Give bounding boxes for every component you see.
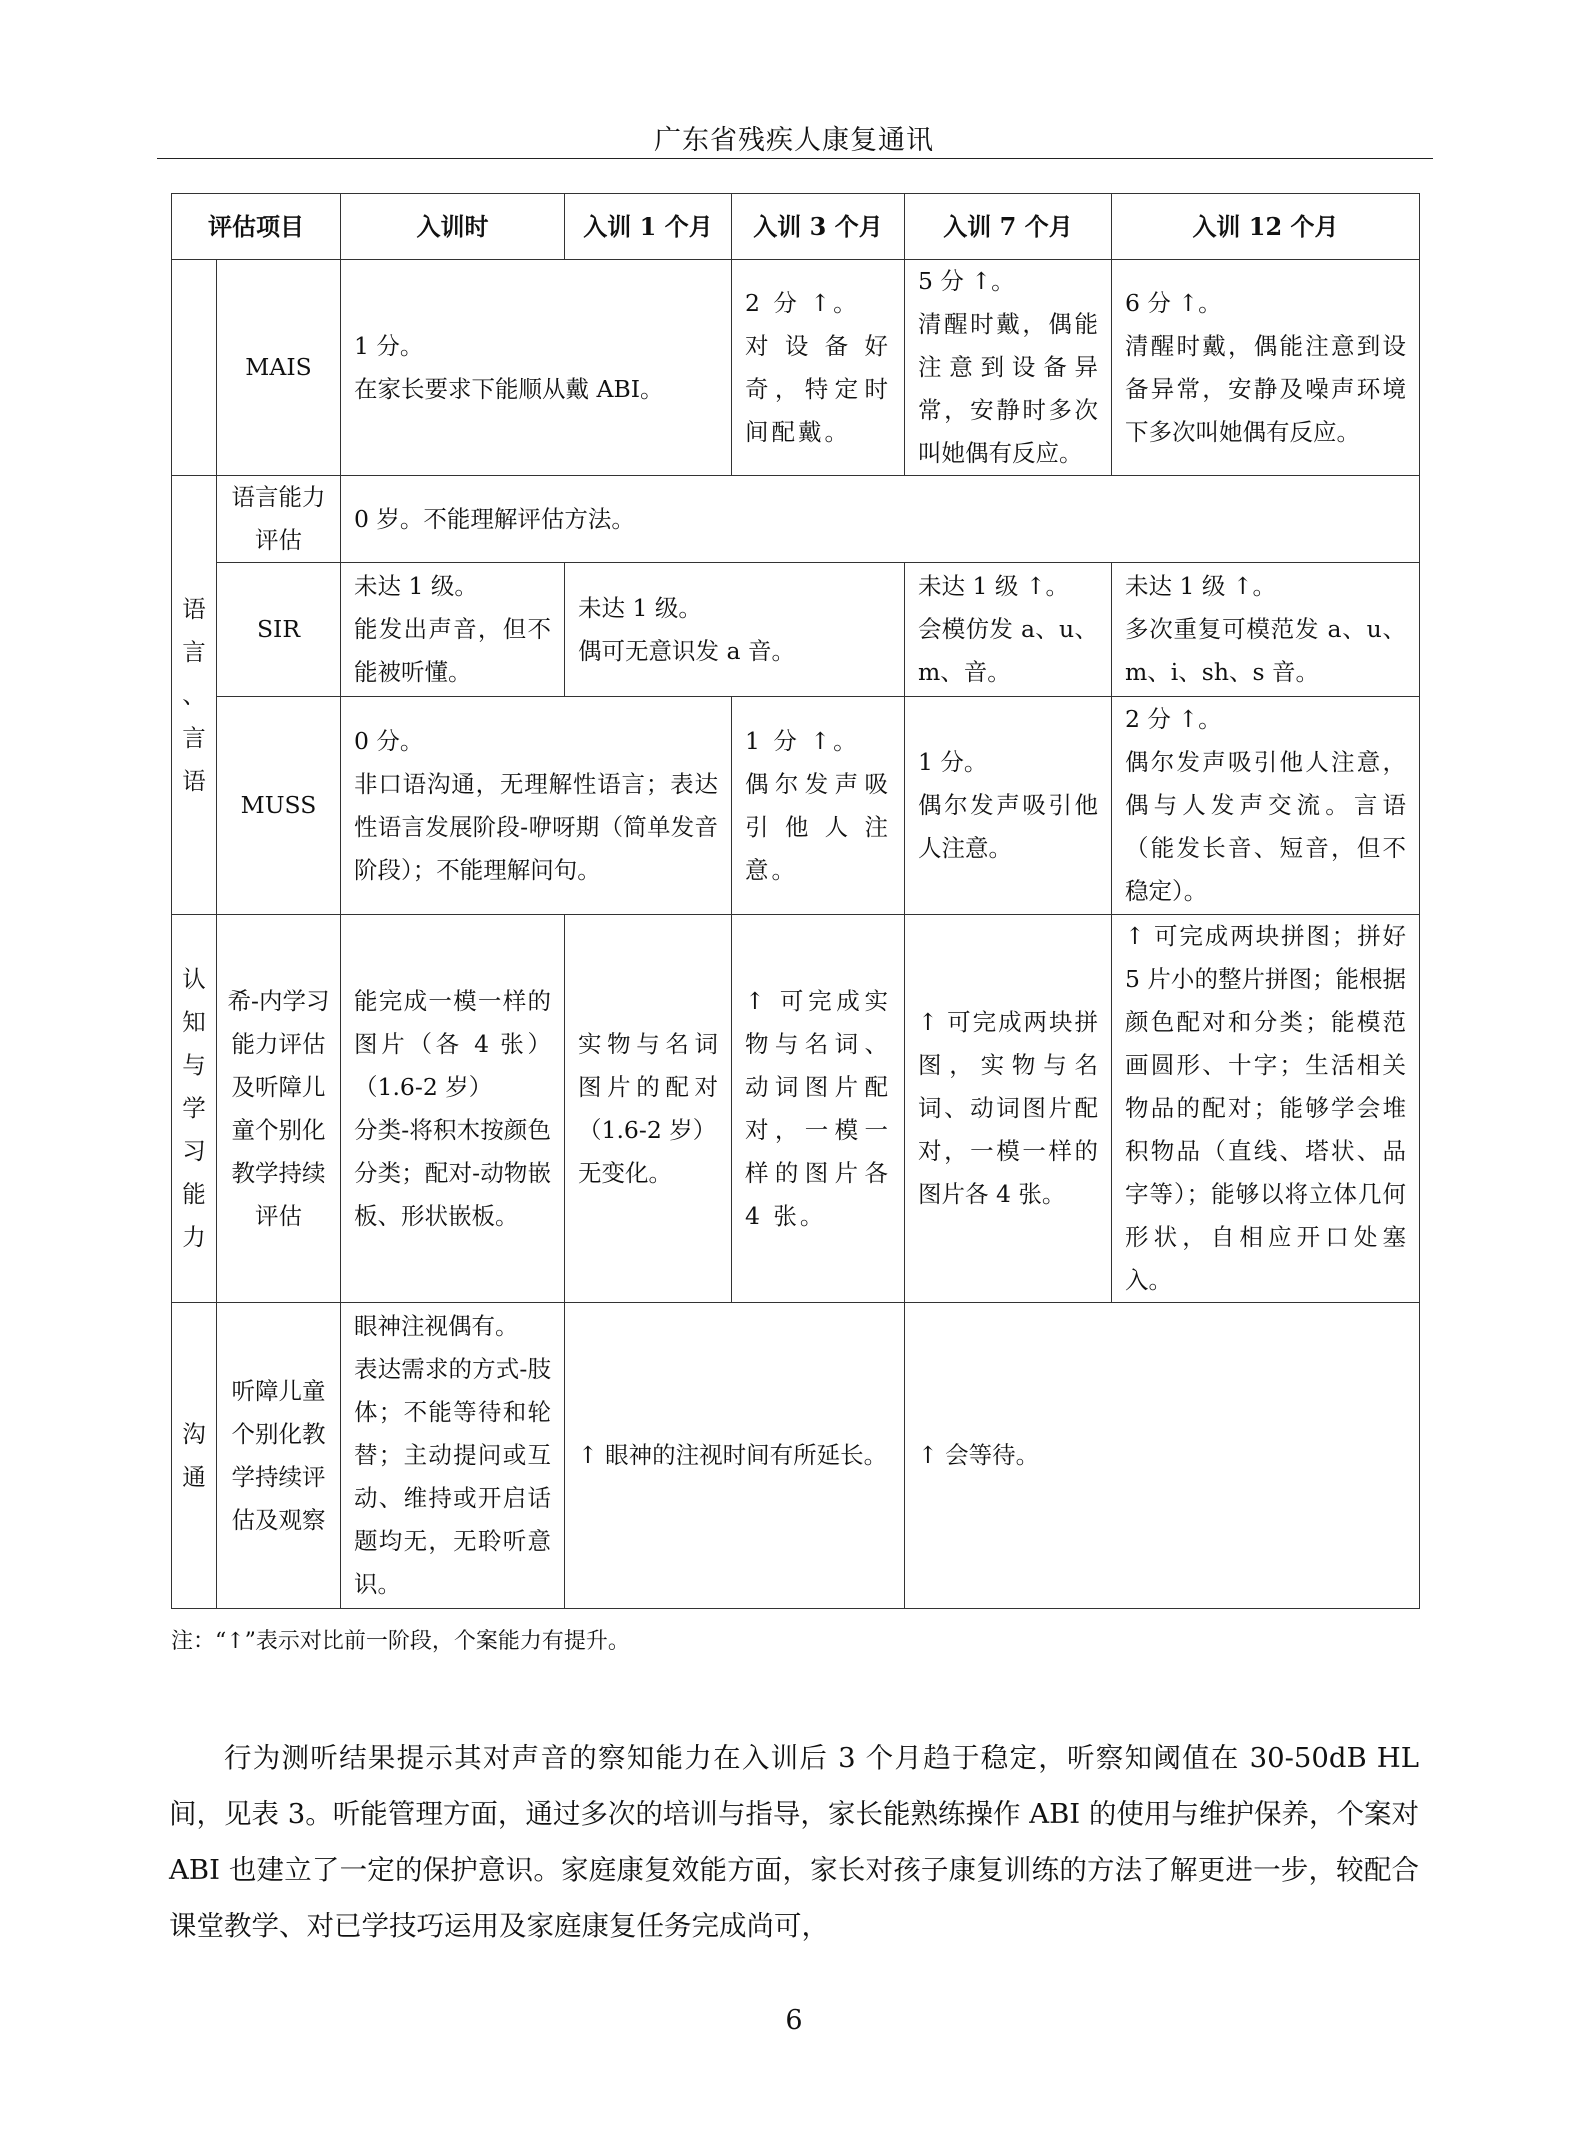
language-category: 语 言 、 言 语 xyxy=(172,476,217,915)
header-rule xyxy=(157,158,1433,159)
cognition-month-3: ↑ 可完成实物与名词、动词图片配对，一模一样的图片各 4 张。 xyxy=(732,915,905,1303)
cognition-baseline: 能完成一模一样的图片（各 4 张）（1.6-2 岁） 分类-将积木按颜色分类；配对-动物嵌板、形状嵌板。 xyxy=(341,915,565,1303)
table-row xyxy=(172,697,1420,915)
communication-month-1-3: ↑ 眼神的注视时间有所延长。 xyxy=(565,1303,905,1609)
muss-month-3: 1 分 ↑。 偶尔发声吸引他人注意。 xyxy=(732,697,905,915)
cognition-month-1: 实物与名词图片的配对（1.6-2 岁） 无变化。 xyxy=(565,915,732,1303)
sir-baseline: 未达 1 级。 能发出声音，但不能被听懂。 xyxy=(341,563,565,697)
muss-baseline-month-1: 0 分。 非口语沟通，无理解性语言；表达性语言发展阶段-咿呀期（简单发音阶段）；不能理解问句。 xyxy=(341,697,732,915)
cognition-month-7: ↑ 可完成两块拼图，实物与名词、动词图片配对，一模一样的图片各 4 张。 xyxy=(905,915,1112,1303)
table-row xyxy=(172,563,1420,697)
sir-month-12: 未达 1 级 ↑。 多次重复可模范发 a、u、m、i、sh、s 音。 xyxy=(1112,563,1420,697)
muss-month-12: 2 分 ↑。 偶尔发声吸引他人注意，偶与人发声交流。言语（能发长音、短音，但不稳定）。 xyxy=(1112,697,1420,915)
communication-label: 听障儿童个别化教学持续评估及观察 xyxy=(217,1303,341,1609)
header-cell-month-7: 入训 7 个月 xyxy=(905,194,1112,260)
table-note: 注：“↑”表示对比前一阶段，个案能力有提升。 xyxy=(171,1629,630,1654)
table-row xyxy=(172,476,1420,563)
muss-label: MUSS xyxy=(217,697,341,915)
table-header-row xyxy=(172,194,1420,260)
muss-month-7: 1 分。 偶尔发声吸引他人注意。 xyxy=(905,697,1112,915)
sir-month-7: 未达 1 级 ↑。 会模仿发 a、u、m、音。 xyxy=(905,563,1112,697)
mais-baseline: 1 分。 在家长要求下能顺从戴 ABI。 xyxy=(341,260,732,476)
sir-label: SIR xyxy=(217,563,341,697)
header-cell-month-1: 入训 1 个月 xyxy=(565,194,732,260)
page-number: 6 xyxy=(785,2005,803,2036)
header-cell-month-3: 入训 3 个月 xyxy=(732,194,905,260)
table-row xyxy=(172,1303,1420,1609)
mais-month-12: 6 分 ↑。 清醒时戴，偶能注意到设备异常，安静及噪声环境下多次叫她偶有反应。 xyxy=(1112,260,1420,476)
lang-eval-value: 0 岁。不能理解评估方法。 xyxy=(341,476,1420,563)
mais-month-7: 5 分 ↑。 清醒时戴，偶能注意到设备异常，安静时多次叫她偶有反应。 xyxy=(905,260,1112,476)
assessment-table xyxy=(171,193,1420,1609)
running-header: 广东省残疾人康复通讯 xyxy=(654,125,934,156)
table-row xyxy=(172,915,1420,1303)
mais-label: MAIS xyxy=(217,260,341,476)
communication-month-7-12: ↑ 会等待。 xyxy=(905,1303,1420,1609)
communication-category: 沟 通 xyxy=(172,1303,217,1609)
paragraph-text: 行为测听结果提示其对声音的察知能力在入训后 3 个月趋于稳定，听察知阈值在 30-50dB HL 间，见表 3。听能管理方面，通过多次的培训与指导，家长能熟练操作 ABI 的使用与维护保养，个案对 ABI 也建立了一定的保护意识。家庭康复效能方面，家长对孩子康复训练的方法了解更进一步，较配合课堂教学、对已学技巧运用及家庭康复任务完成尚可， xyxy=(169,1742,1419,1942)
cognition-label: 希-内学习能力评估及听障儿童个别化教学持续评估 xyxy=(217,915,341,1303)
table-row xyxy=(172,260,1420,476)
sir-month-1-3: 未达 1 级。 偶可无意识发 a 音。 xyxy=(565,563,905,697)
body-paragraph xyxy=(169,1730,1419,1954)
header-cell-month-12: 入训 12 个月 xyxy=(1112,194,1420,260)
header-cell-item: 评估项目 xyxy=(172,194,341,260)
mais-category-cell xyxy=(172,260,217,476)
communication-baseline: 眼神注视偶有。 表达需求的方式-肢体；不能等待和轮替；主动提问或互动、维持或开启话题均无，无聆听意识。 xyxy=(341,1303,565,1609)
mais-month-3: 2 分 ↑。 对设备好奇，特定时间配戴。 xyxy=(732,260,905,476)
header-cell-baseline: 入训时 xyxy=(341,194,565,260)
cognition-category: 认 知 与 学 习 能 力 xyxy=(172,915,217,1303)
cognition-month-12: ↑ 可完成两块拼图；拼好 5 片小的整片拼图；能根据颜色配对和分类；能模范画圆形、十字；生活相关物品的配对；能够学会堆积物品（直线、塔状、品字等）；能够以将立体几何形状，自相应开口处塞入。 xyxy=(1112,915,1420,1303)
lang-eval-label: 语言能力评估 xyxy=(217,476,341,563)
